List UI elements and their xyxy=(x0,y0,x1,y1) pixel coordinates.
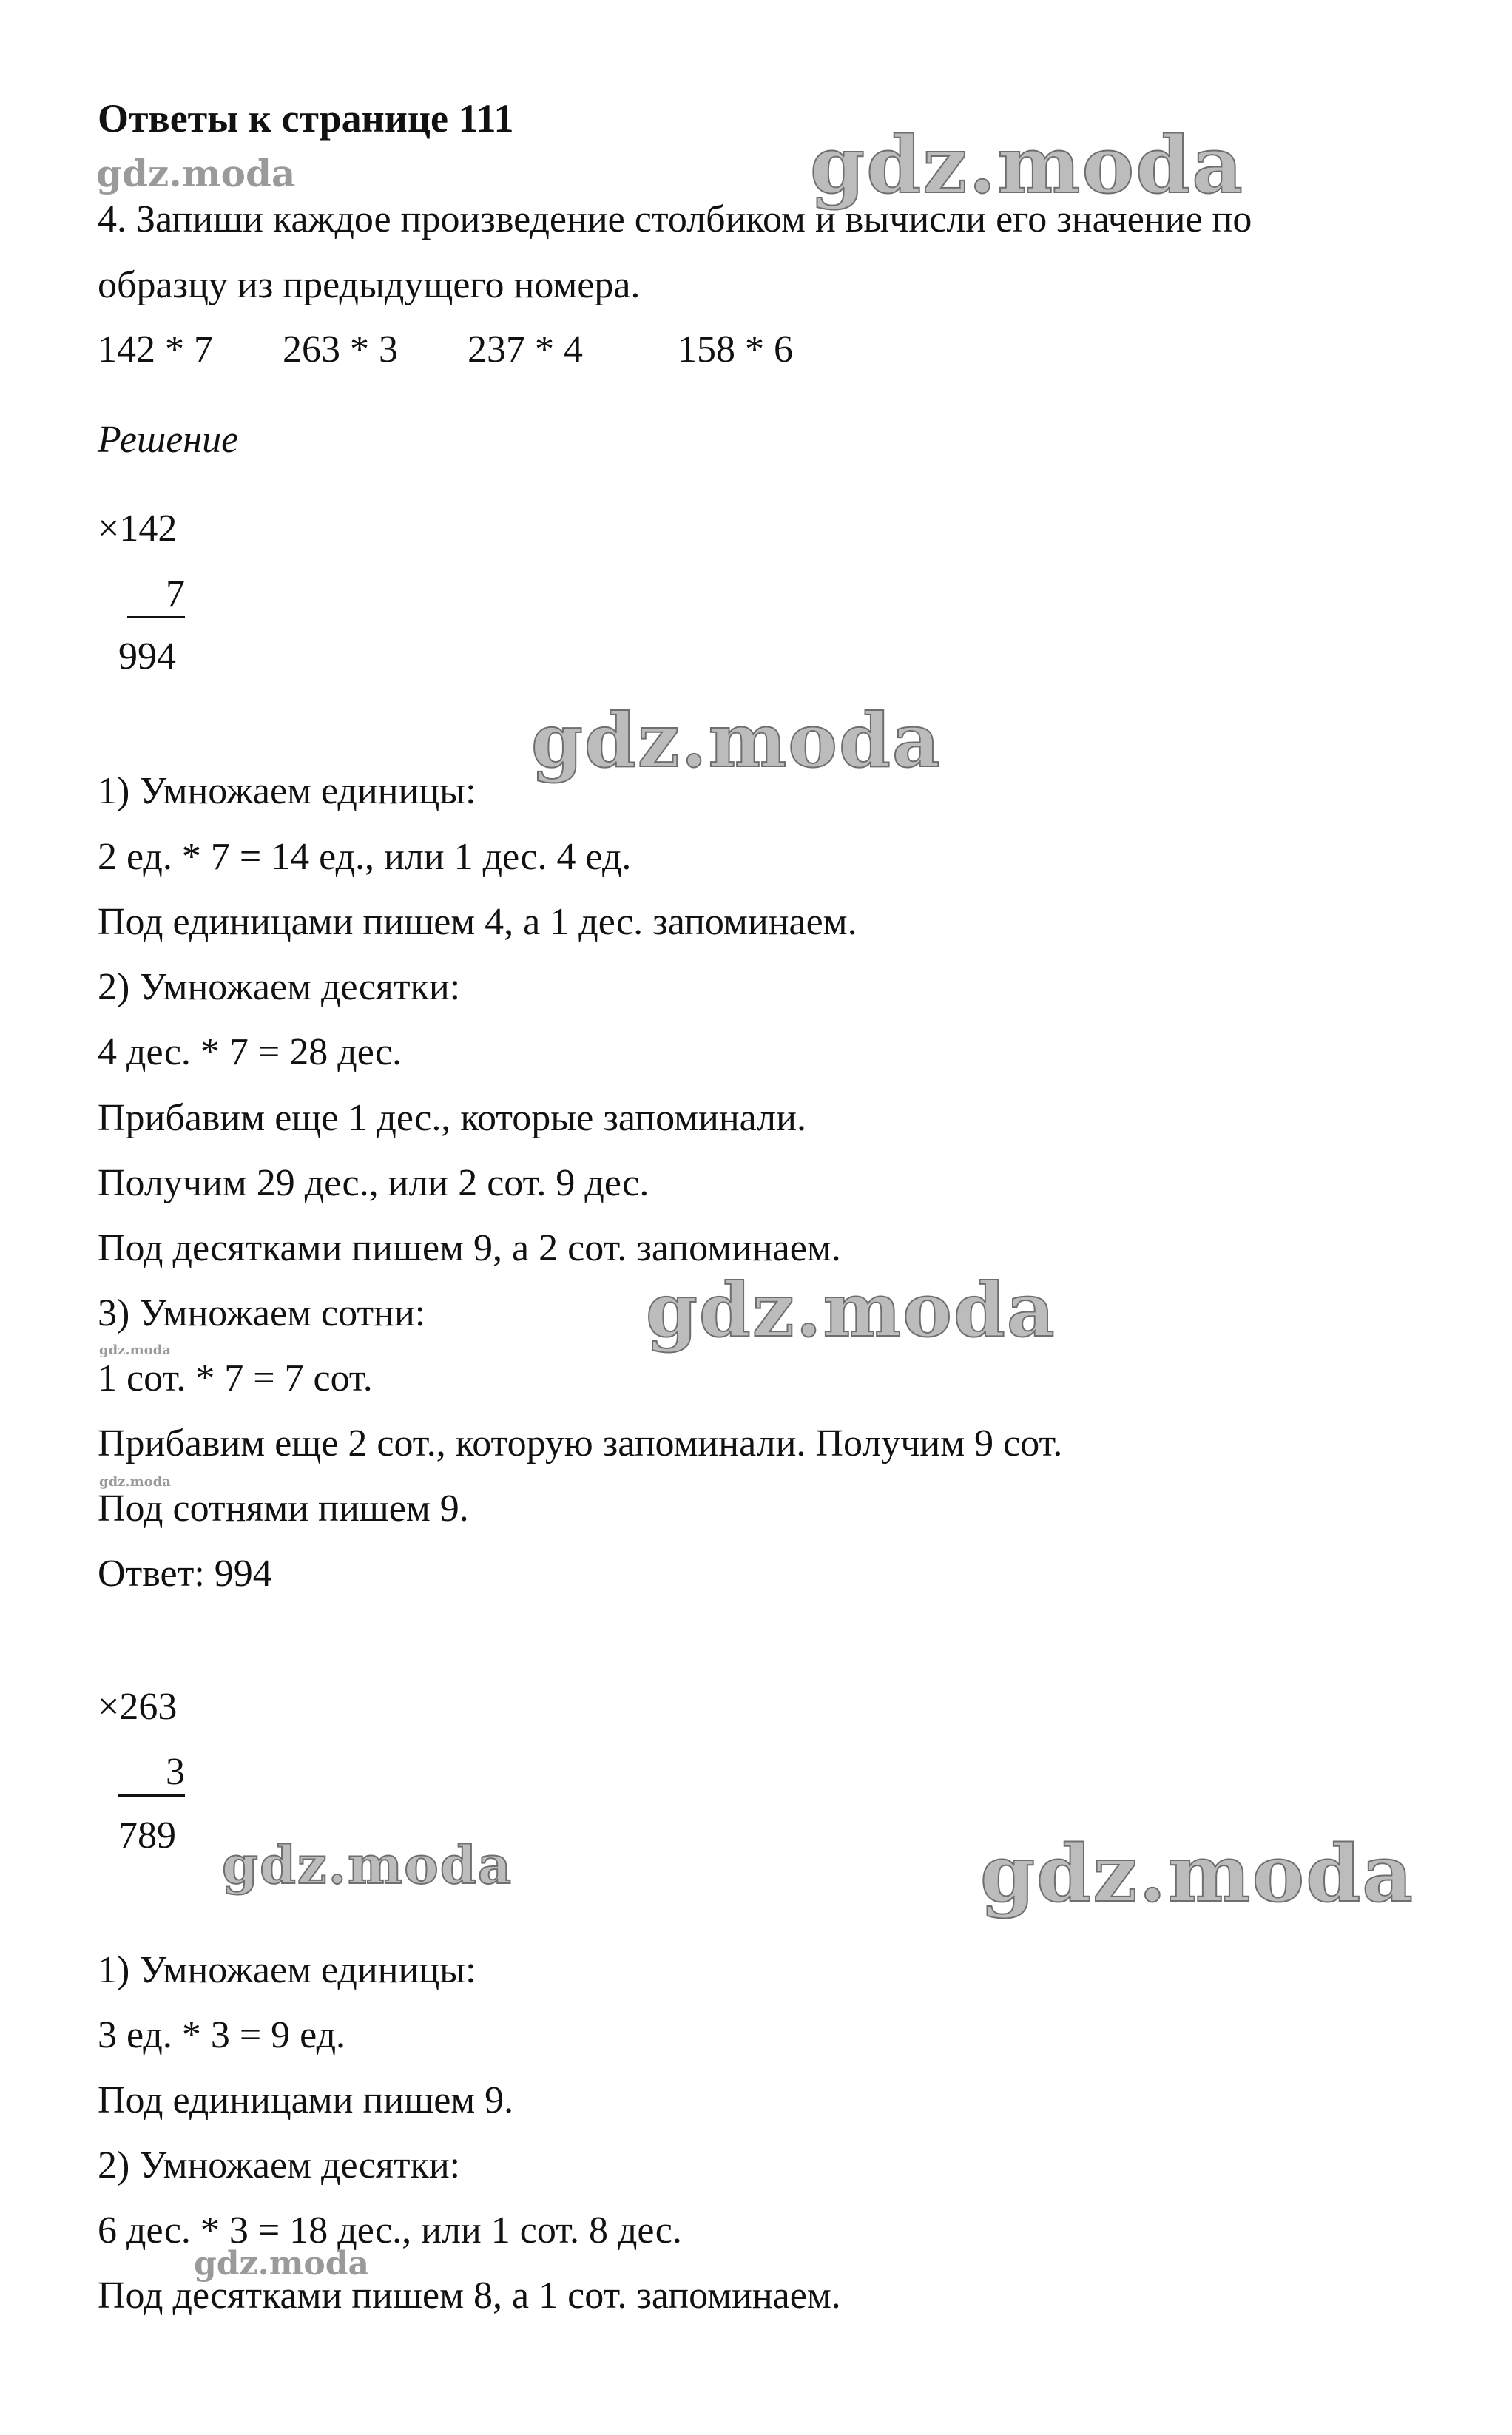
step1-line-12: Под сотнями пишем 9. xyxy=(98,1487,469,1530)
problem-2: 263 * 3 xyxy=(283,328,398,371)
task-problems xyxy=(98,328,793,372)
problem-3: 237 * 4 xyxy=(468,328,583,371)
calc1-result: 994 xyxy=(118,635,176,678)
step2-line-3: Под единицами пишем 9. xyxy=(98,2079,514,2121)
step1-line-7: Получим 29 дес., или 2 сот. 9 дес. xyxy=(98,1162,649,1204)
watermark: gdz.moda xyxy=(646,1266,1056,1354)
step2-line-5: 6 дес. * 3 = 18 дес., или 1 сот. 8 дес. xyxy=(98,2209,682,2252)
watermark: gdz.moda xyxy=(810,118,1244,211)
step1-line-8: Под десятками пишем 9, а 2 сот. запоминаем. xyxy=(98,1227,841,1269)
calc2-multiplier: 3 xyxy=(118,1750,185,1797)
problem-4: 158 * 6 xyxy=(678,328,793,371)
step1-line-5: 4 дес. * 7 = 28 дес. xyxy=(98,1031,402,1073)
step2-line-1: 1) Умножаем единицы: xyxy=(98,1949,476,1991)
watermark: gdz.moda xyxy=(222,1834,513,1896)
problem-1: 142 * 7 xyxy=(98,328,213,371)
step1-line-4: 2) Умножаем десятки: xyxy=(98,966,461,1008)
step1-line-11: Прибавим еще 2 сот., которую запоминали. Получим 9 сот. xyxy=(98,1422,1063,1465)
step2-line-2: 3 ед. * 3 = 9 ед. xyxy=(98,2014,346,2056)
step1-line-1: 1) Умножаем единицы: xyxy=(98,770,476,812)
watermark: gdz.moda xyxy=(99,1474,171,1490)
step2-line-6: Под десятками пишем 8, а 1 сот. запоминаем. xyxy=(98,2274,841,2317)
task-text-line-2: образцу из предыдущего номера. xyxy=(98,264,641,306)
answer-1: Ответ: 994 xyxy=(98,1553,272,1595)
watermark: gdz.moda xyxy=(531,697,942,784)
step2-line-4: 2) Умножаем десятки: xyxy=(98,2144,461,2186)
step1-line-10: 1 сот. * 7 = 7 сот. xyxy=(98,1357,373,1399)
step1-line-3: Под единицами пишем 4, а 1 дес. запоминаем. xyxy=(98,901,857,943)
calc1-multiplier: 7 xyxy=(127,572,185,618)
task-text-line-1: 4. Запиши каждое произведение столбиком и вычисли его значение по xyxy=(98,198,1252,240)
watermark: gdz.moda xyxy=(194,2245,370,2283)
step1-line-6: Прибавим еще 1 дес., которые запоминали. xyxy=(98,1097,806,1139)
step1-line-2: 2 ед. * 7 = 14 ед., или 1 дес. 4 ед. xyxy=(98,836,632,878)
calc2-multiplicand: ×263 xyxy=(98,1686,178,1728)
page-title: Ответы к странице 111 xyxy=(98,96,514,141)
watermark: gdz.moda xyxy=(99,1343,171,1358)
watermark: gdz.moda xyxy=(980,1827,1414,1919)
calc2-result: 789 xyxy=(118,1814,176,1857)
calc1-multiplicand: ×142 xyxy=(98,507,178,550)
watermark: gdz.moda xyxy=(96,152,296,195)
step1-line-9: 3) Умножаем сотни: xyxy=(98,1292,426,1334)
solution-label: Решение xyxy=(98,419,239,461)
